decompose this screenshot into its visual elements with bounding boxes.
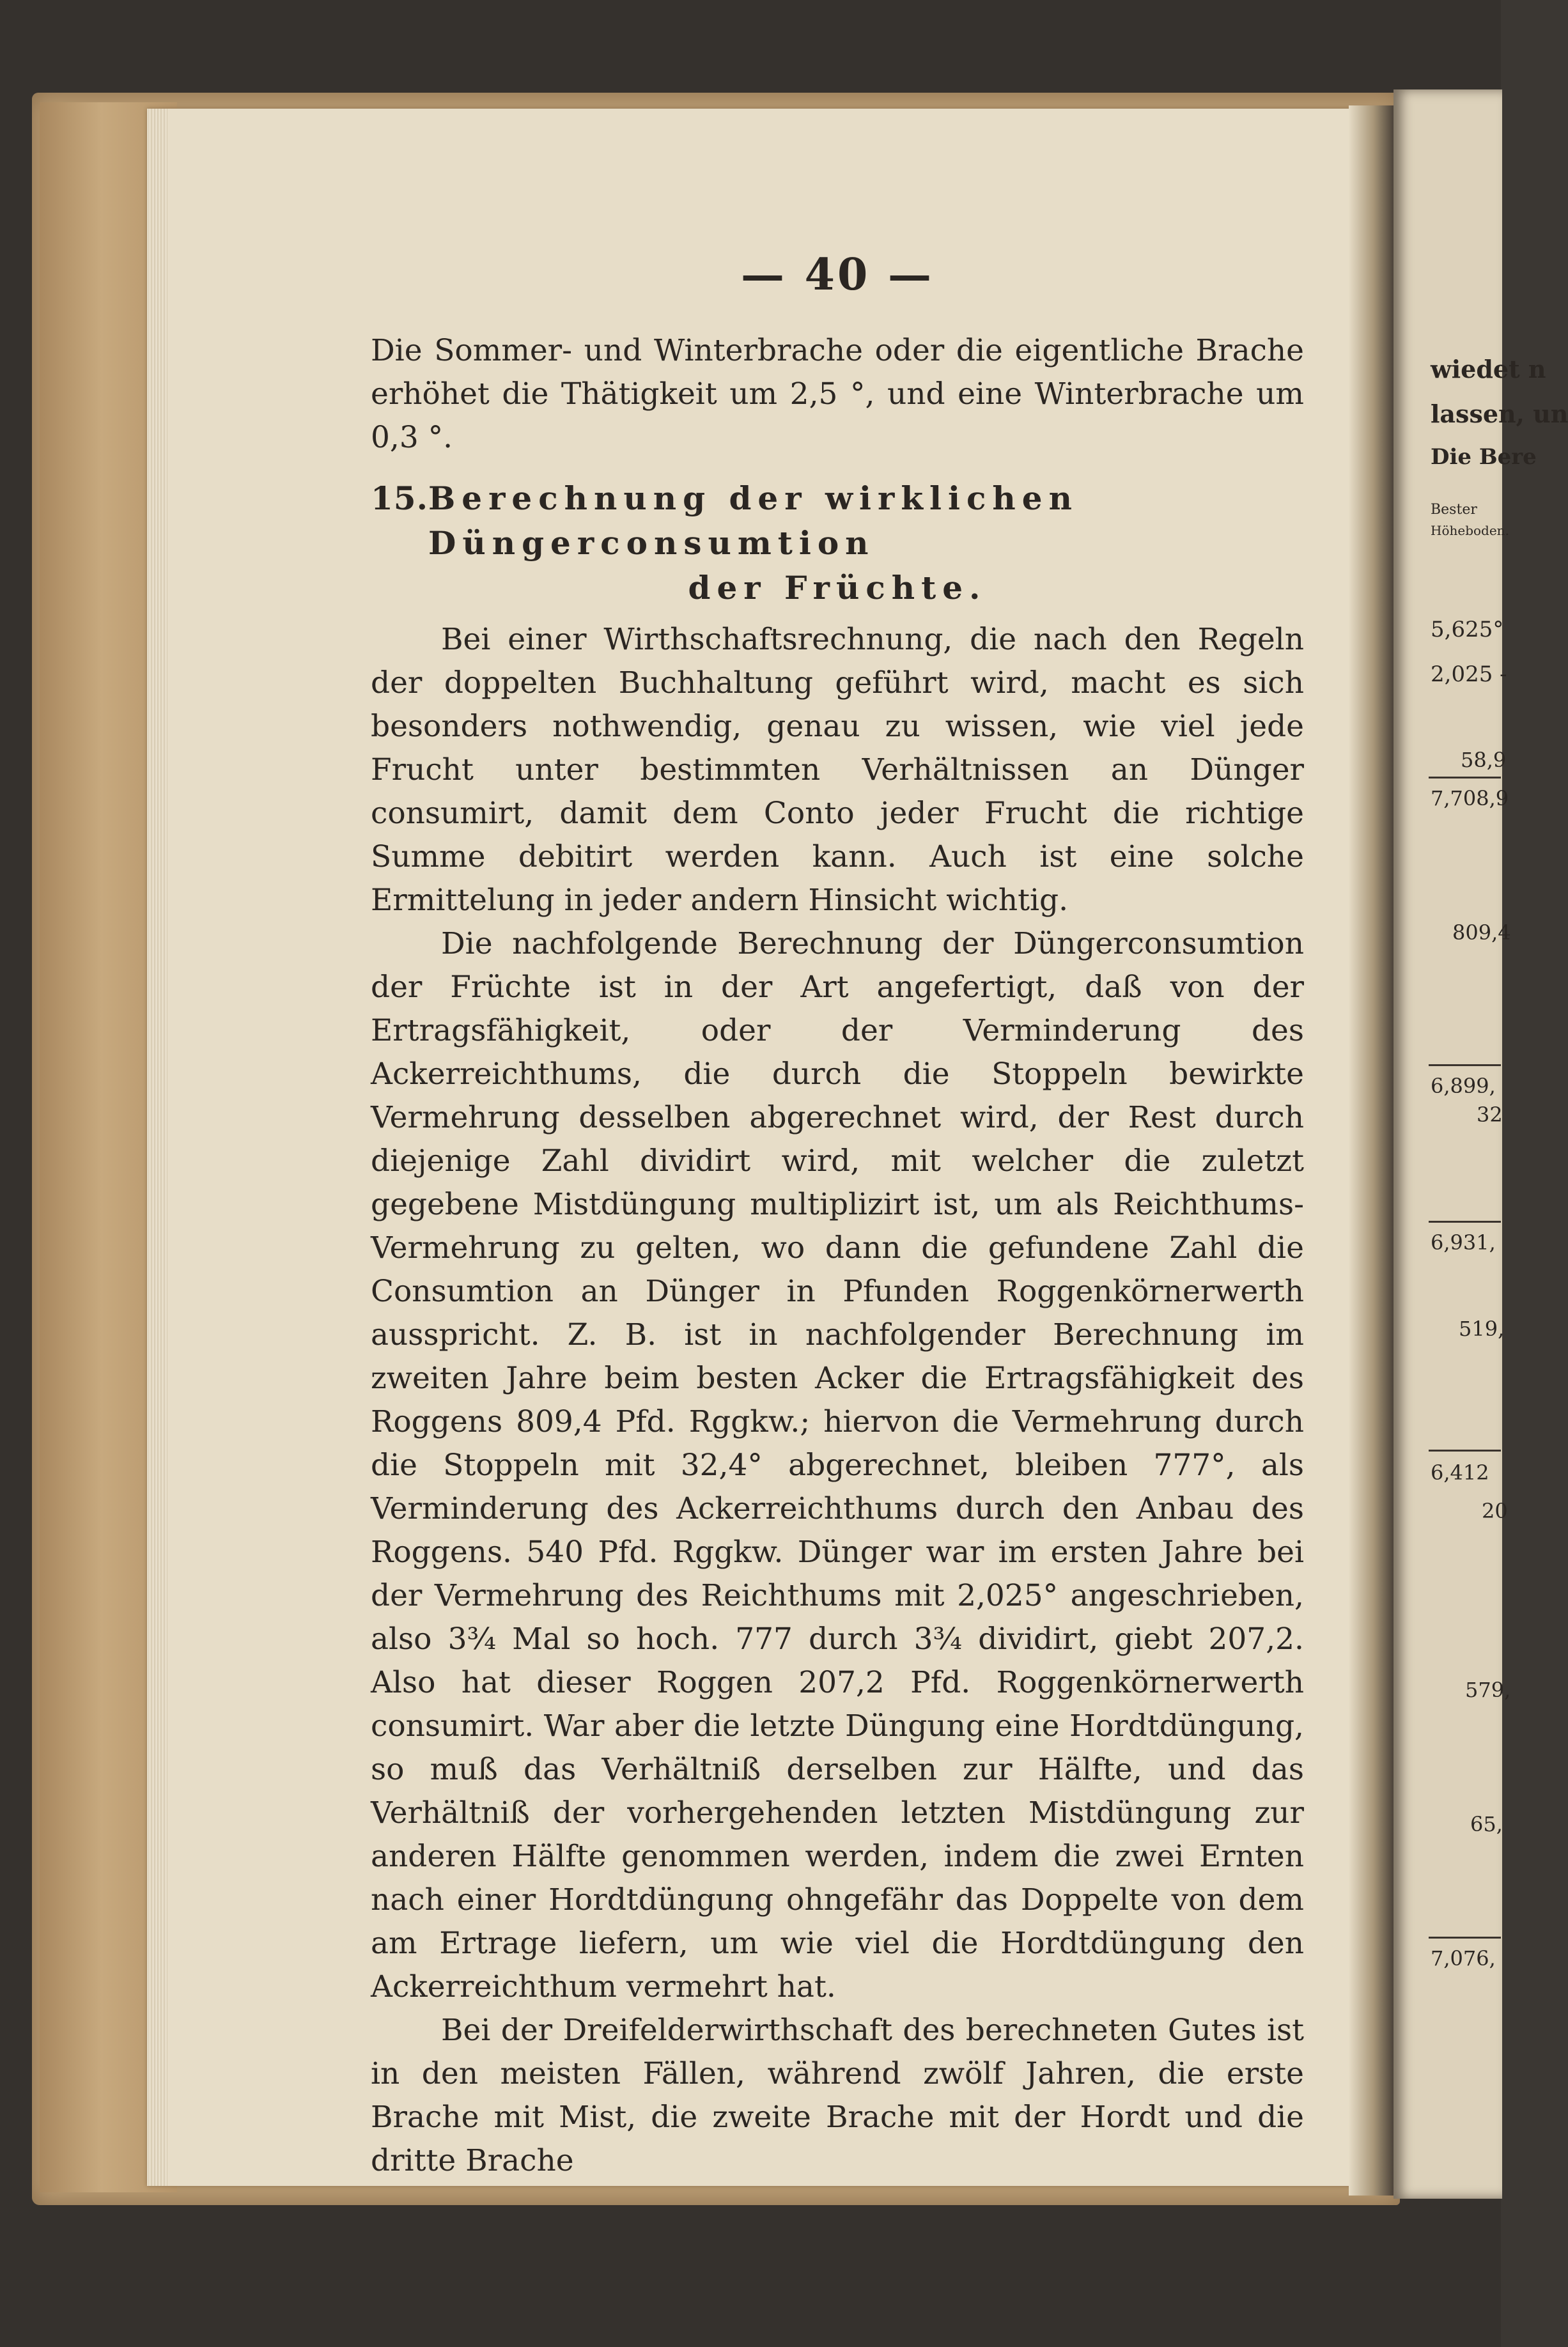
table-rule bbox=[1429, 1450, 1501, 1452]
section-title: Berechnung der wirklichen Düngerconsumtion bbox=[428, 479, 1078, 562]
table-rule bbox=[1429, 777, 1501, 778]
book-gutter bbox=[1349, 105, 1393, 2196]
adjacent-fragment: 579, bbox=[1465, 1678, 1511, 1702]
paragraph-3: Bei der Dreifelderwirthschaft des berechneten Gutes ist in den meisten Fällen, während zwölf Jahren, die erste Brache mit Mist, die zweite Brache mit der Hordt und die dritte Brache bbox=[371, 2013, 1304, 2178]
adjacent-fragment: Bester bbox=[1431, 502, 1477, 518]
section-number: 15. bbox=[371, 479, 428, 517]
adjacent-fragment: wiedet n bbox=[1431, 355, 1546, 383]
adjacent-fragment: Die Bere bbox=[1431, 444, 1537, 470]
adjacent-fragment: lassen, un bbox=[1431, 399, 1568, 428]
section-heading bbox=[371, 476, 1304, 610]
paragraph-1: Bei einer Wirthschaftsrechnung, die nach den Regeln der doppelten Buchhaltung geführt wird, macht es sich besonders nothwendig, genau zu wissen, wie viel jede Frucht unter bestimmten Verhältnissen an Dünger consumirt, damit dem Conto jeder Frucht die richtige Summe debitirt werden kann. Auch ist eine solche Ermittelung in jeder andern Hinsicht wichtig. bbox=[371, 622, 1304, 918]
adjacent-fragment: 809,4 bbox=[1452, 920, 1511, 945]
adjacent-fragment: 5,625° bbox=[1431, 617, 1504, 642]
adjacent-fragment: 32 bbox=[1477, 1103, 1503, 1127]
adjacent-fragment: 2,025 - bbox=[1431, 662, 1507, 687]
intro-paragraph: Die Sommer- und Winterbrache oder die eigentliche Brache erhöhet die Thätigkeit um 2,5 °, und eine Winterbrache um 0,3 °. bbox=[371, 333, 1304, 455]
adjacent-fragment: 7,708,9 bbox=[1431, 786, 1509, 810]
page-number: — 40 — bbox=[741, 249, 934, 300]
adjacent-fragment: Höheboden. bbox=[1431, 523, 1509, 538]
page-content bbox=[371, 249, 1304, 2183]
section-title-continued: der Früchte. bbox=[688, 569, 987, 607]
adjacent-fragment: 6,412 bbox=[1431, 1460, 1489, 1485]
adjacent-fragment: 58,9 bbox=[1461, 748, 1507, 772]
table-rule bbox=[1429, 1221, 1501, 1223]
adjacent-fragment: 6,931, bbox=[1431, 1230, 1496, 1255]
adjacent-fragment: 519, bbox=[1459, 1317, 1505, 1341]
adjacent-fragment: 65, bbox=[1470, 1812, 1503, 1836]
adjacent-fragment: 7,076, bbox=[1431, 1946, 1496, 1971]
paragraph-2: Die nachfolgende Berechnung der Düngerconsumtion der Früchte ist in der Art angefertigt, daß von der Ertragsfähigkeit, oder der Verminderung des Ackerreichthums, die durch die Stoppeln bewirkte Vermehrung desselben abgerechnet wird, der Rest durch diejenige Zahl dividirt wird, mit welcher die zuletzt gegebene Mistdüngung multiplizirt ist, um als Reichthums-Vermehrung zu gelten, wo dann die gefundene Zahl die Consumtion an Dünger in Pfunden Roggenkörnerwerth ausspricht. Z. B. ist in nachfolgender Berechnung im zweiten Jahre beim besten Acker die Ertragsfähigkeit des Roggens 809,4 Pfd. Rggkw.; hiervon die Vermehrung durch die Stoppeln mit 32,4° abgerechnet, bleiben 777°, als Verminderung des Ackerreichthums durch den Anbau des Roggens. 540 Pfd. Rggkw. Dünger war im ersten Jahre bei der Vermehrung des Reichthums mit 2,025° angeschrieben, also 3¾ Mal so hoch. 777 durch 3¾ dividirt, giebt 207,2. Also hat dieser Roggen 207,2 Pfd. Roggenkörnerwerth consumirt. War aber die letzte Düngung eine Hordtdüngung, so muß das Verhältniß derselben zur Hälfte, und das Verhältniß der vorhergehenden letzten Mistdüngung zur anderen Hälfte genommen werden, indem die zwei Ernten nach einer Hordtdüngung ohngefähr das Doppelte von dem am Ertrage liefern, um wie viel die Hordtdüngung den Ackerreichthum vermehrt hat. bbox=[371, 926, 1304, 2004]
page-edges bbox=[148, 109, 167, 2186]
adjacent-fragment: 6,899, bbox=[1431, 1074, 1496, 1098]
adjacent-fragment: 20 bbox=[1482, 1499, 1508, 1523]
table-rule bbox=[1429, 1937, 1501, 1939]
table-rule bbox=[1429, 1064, 1501, 1066]
